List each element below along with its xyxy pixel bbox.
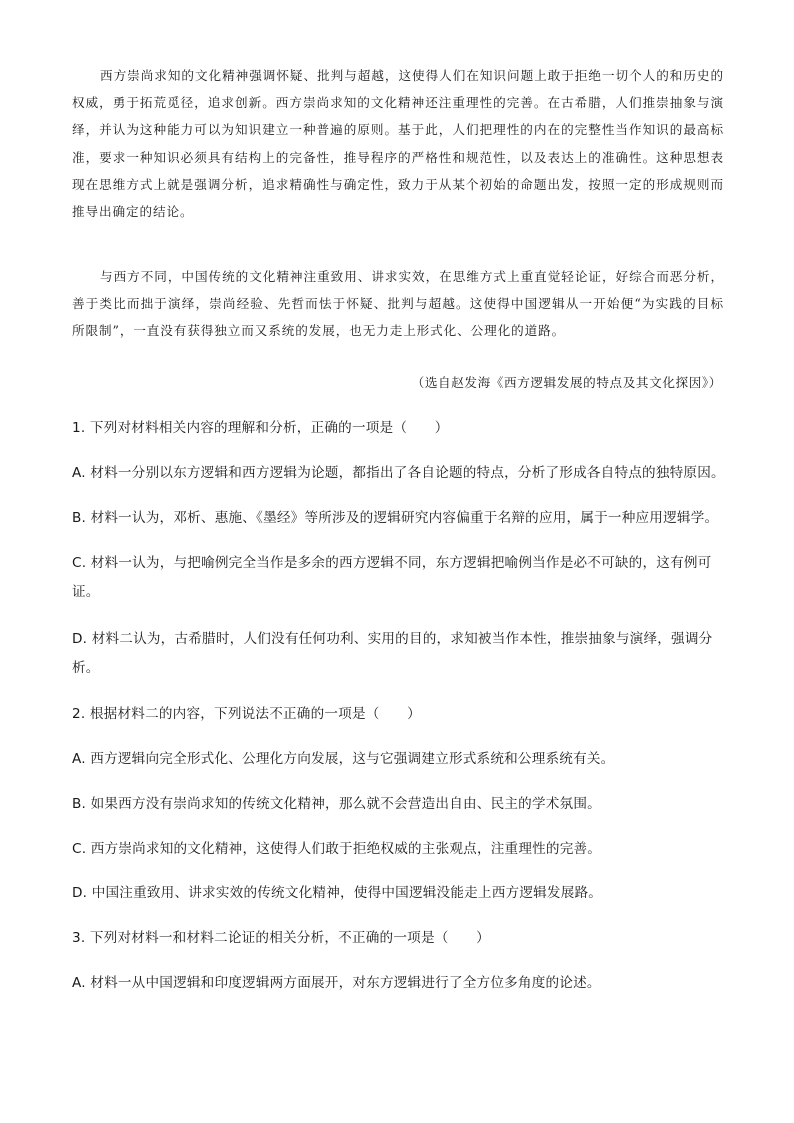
- passage-paragraph-2: 与西方不同，中国传统的文化精神注重致用、讲求实效，在思维方式上重直觉轻论证，好综合而恶分析，善于类比而拙于演绎，崇尚经验、先哲而怯于怀疑、批判与超越。这使得中国逻辑从一开始便“为实践的目标所限制”，一直没有获得独立而又系统的发展，也无力走上形式化、公理化的道路。: [72, 269, 724, 339]
- question-2-stem: 2. 根据材料二的内容，下列说法不正确的一项是（ ）: [72, 706, 421, 722]
- passage-paragraph-1: 西方崇尚求知的文化精神强调怀疑、批判与超越，这使得人们在知识问题上敢于拒绝一切个人的和历史的权威，勇于拓荒觅径，追求创新。西方崇尚求知的文化精神还注重理性的完善。在古希腊，人们推崇抽象与演绎，并认为这种能力可以为知识建立一种普遍的原则。基于此，人们把理性的内在的完整性当作知识的最高标准，要求一种知识必须具有结构上的完备性，推导程序的严格性和规范性，以及表达上的准确性。这种思想表现在思维方式上就是强调分析，追求精确性与确定性，致力于从某个初始的命题出发，按照一定的形成规则而推导出确定的结论。: [72, 68, 724, 220]
- question-2-option-a: A. 西方逻辑向完全形式化、公理化方向发展，这与它强调建立形式系统和公理系统有关。: [72, 751, 615, 767]
- question-3-option-a: A. 材料一从中国逻辑和印度逻辑两方面展开，对东方逻辑进行了全方位多角度的论述。: [72, 975, 601, 991]
- question-2-option-b: B. 如果西方没有崇尚求知的传统文化精神，那么就不会营造出自由、民主的学术氛围。: [72, 796, 601, 812]
- question-1-option-b: B. 材料一认为，邓析、惠施、《墨经》等所涉及的逻辑研究内容偏重于名辩的应用，属于一种应用逻辑学。: [72, 510, 719, 526]
- question-3-stem: 3. 下列对材料一和材料二论证的相关分析，不正确的一项是（ ）: [72, 930, 490, 946]
- passage-source-citation: （选自赵发海《西方逻辑发展的特点及其文化探因》）: [411, 375, 722, 390]
- question-1-option-a: A. 材料一分别以东方逻辑和西方逻辑为论题，都指出了各自论题的特点，分析了形成各自特点的独特原因。: [72, 465, 725, 481]
- question-1-option-c: C. 材料一认为，与把喻例完全当作是多余的西方逻辑不同，东方逻辑把喻例当作是必不可缺的，这有例可证。: [72, 555, 712, 600]
- question-1-option-d: D. 材料二认为，古希腊时，人们没有任何功利、实用的目的，求知被当作本性，推崇抽象与演绎，强调分析。: [72, 631, 713, 676]
- question-2-option-c: C. 西方崇尚求知的文化精神，这使得人们敢于拒绝权威的主张观点，注重理性的完善。: [72, 841, 602, 857]
- question-1-stem: 1. 下列对材料相关内容的理解和分析，正确的一项是（ ）: [72, 420, 449, 436]
- question-2-option-d: D. 中国注重致用、讲求实效的传统文化精神，使得中国逻辑没能走上西方逻辑发展路。: [72, 885, 603, 901]
